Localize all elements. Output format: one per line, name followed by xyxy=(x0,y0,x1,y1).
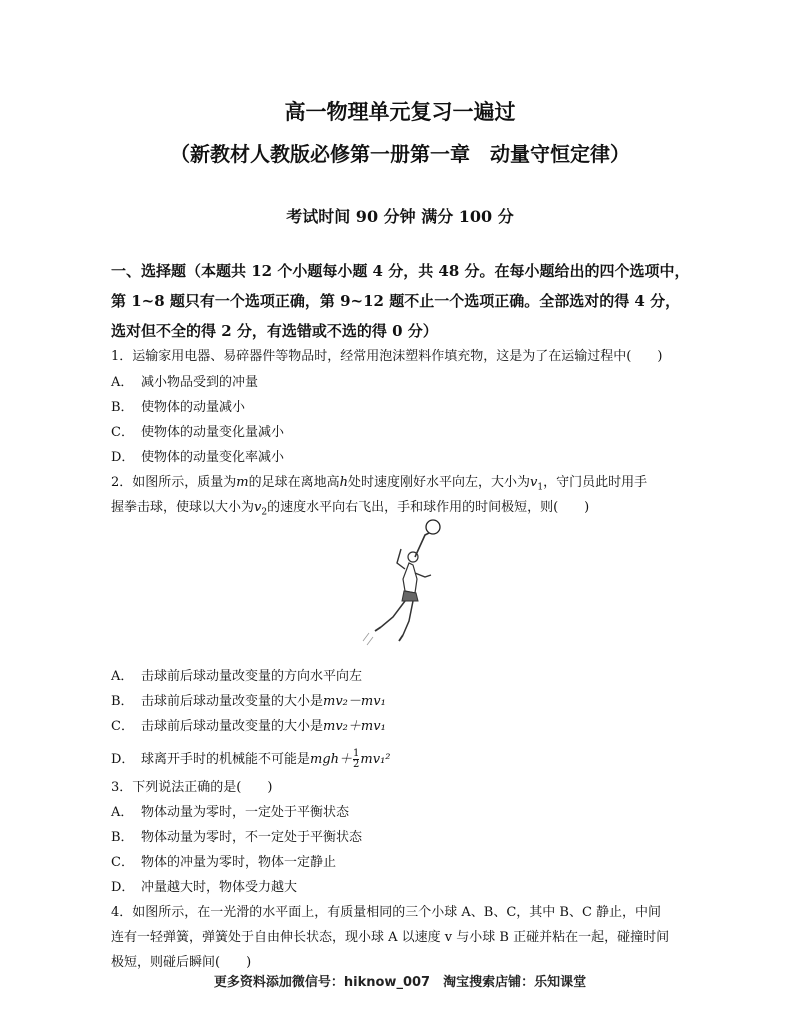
q1-option-d xyxy=(111,446,284,465)
fraction-denominator: 2 xyxy=(353,759,360,770)
option-text: 物体动量为零时，不一定处于平衡状态 xyxy=(141,830,363,845)
option-letter: C． xyxy=(111,425,134,440)
q2-var-v1: v xyxy=(530,475,538,490)
q2-text: 的速度水平向右飞出，手和球作用的时间极短，则( ) xyxy=(267,500,590,515)
option-text: 物体动量为零时，一定处于平衡状态 xyxy=(141,805,350,820)
q2-option-a xyxy=(111,665,362,684)
option-letter: B． xyxy=(111,400,134,415)
option-text: 使物体的动量变化率减小 xyxy=(141,450,285,465)
q2-text: 处时速度刚好水平向左，大小为 xyxy=(348,475,531,490)
fraction xyxy=(353,749,359,770)
option-text: 击球前后球动量改变量的方向水平向左 xyxy=(141,669,363,684)
q4-stem-line1: 4．如图所示，在一光滑的水平面上，有质量相同的三个小球 A、B、C，其中 B、C 静止，中间 xyxy=(111,905,662,920)
option-letter: D． xyxy=(111,880,135,895)
option-letter: A． xyxy=(111,805,134,820)
q2-text: 的足球在离地高 xyxy=(248,475,340,490)
option-text: 物体的冲量为零时，物体一定静止 xyxy=(141,855,337,870)
q3-option-d xyxy=(111,876,297,895)
q3-option-c xyxy=(111,851,336,870)
q4-stem-line2: 连有一轻弹簧，弹簧处于自由伸长状态，现小球 A 以速度 v 与小球 B 正碰并粘在一起，碰撞时间 xyxy=(111,930,670,945)
option-expression: mv₁² xyxy=(360,752,391,767)
option-expression: mv₂－mv₁ xyxy=(323,694,386,709)
q2-stem-line1 xyxy=(111,471,647,493)
document-subtitle: （新教材人教版必修第一册第一章 动量守恒定律） xyxy=(170,142,630,166)
q2-text: 握拳击球，使球以大小为 xyxy=(111,500,255,515)
q1-option-b xyxy=(111,396,245,415)
q3-option-b xyxy=(111,826,362,845)
q2-text: 2．如图所示，质量为 xyxy=(111,475,237,490)
option-expression: mv₂＋mv₁ xyxy=(323,719,386,734)
option-text: 使物体的动量减小 xyxy=(141,400,246,415)
q3-stem: 3．下列说法正确的是( ) xyxy=(111,780,273,795)
q1-option-c xyxy=(111,421,284,440)
q3-option-a xyxy=(111,801,349,820)
option-text: 球离开手时的机械能不可能是 xyxy=(141,752,311,767)
q2-option-b xyxy=(111,690,386,709)
footer-note: 更多资料添加微信号：hiknow_007 淘宝搜索店铺：乐知课堂 xyxy=(213,975,587,990)
option-text: 冲量越大时，物体受力越大 xyxy=(141,880,298,895)
option-expression: mgh＋ xyxy=(310,752,353,767)
option-text: 使物体的动量变化量减小 xyxy=(141,425,285,440)
option-letter: B． xyxy=(111,830,134,845)
goalkeeper-figure xyxy=(355,517,455,647)
q2-option-d xyxy=(111,748,391,770)
q2-text: ，守门员此时用手 xyxy=(543,475,648,490)
q4-stem-line3: 极短，则碰后瞬间( ) xyxy=(111,955,252,970)
section-heading: 一、选择题（本题共 12 个小题每小题 4 分，共 48 分。在每小题给出的四个选项中，第 1~8 题只有一个选项正确，第 9~12 题不止一个选项正确。全部选对的得 4 分，选对但不全的得 2 分，有选错或不选的得 0 分） xyxy=(111,262,690,340)
option-letter: D． xyxy=(111,450,135,465)
q2-var-v2: v xyxy=(254,500,262,515)
option-letter: C． xyxy=(111,855,134,870)
q1-stem: 1．运输家用电器、易碎器件等物品时，经常用泡沫塑料作填充物，这是为了在运输过程中( ) xyxy=(111,349,663,364)
q2-stem-line2 xyxy=(111,496,589,518)
fraction-numerator: 1 xyxy=(353,748,360,759)
q2-option-c xyxy=(111,715,386,734)
q1-option-a xyxy=(111,371,258,390)
option-letter: A． xyxy=(111,669,134,684)
option-letter: B． xyxy=(111,694,134,709)
option-text: 击球前后球动量改变量的大小是 xyxy=(141,719,324,734)
option-letter: A． xyxy=(111,375,134,390)
exam-info: 考试时间 90 分钟 满分 100 分 xyxy=(286,207,514,226)
option-letter: D． xyxy=(111,752,135,767)
option-letter: C． xyxy=(111,719,134,734)
option-text: 减小物品受到的冲量 xyxy=(141,375,259,390)
q2-var-h: h xyxy=(339,475,348,490)
q2-sub-1: 1 xyxy=(537,482,544,493)
document-title: 高一物理单元复习一遍过 xyxy=(284,100,516,124)
option-text: 击球前后球动量改变量的大小是 xyxy=(141,694,324,709)
q2-var-m: m xyxy=(236,475,249,490)
q2-sub-2: 2 xyxy=(261,507,268,518)
